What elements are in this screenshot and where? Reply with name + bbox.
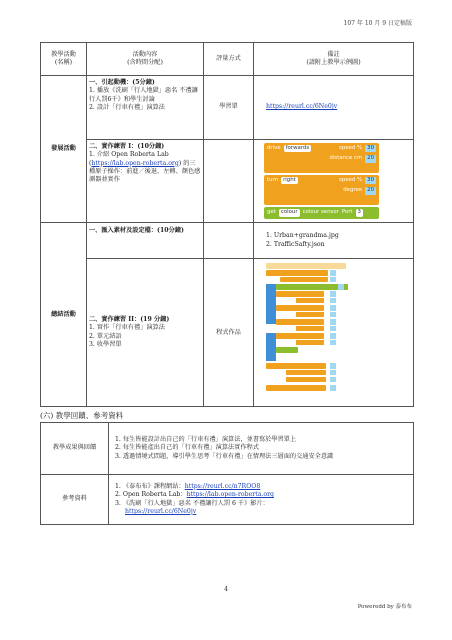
references-label: 參考資料	[41, 475, 109, 525]
sum2-item: 1. 實作「行車有禮」演算法	[89, 324, 165, 332]
table-row	[41, 223, 414, 259]
sum2-item: 3. 收學習單	[89, 341, 122, 349]
dev1-item: 2. 設計「行車有禮」演算法	[89, 104, 165, 112]
port-dropdown[interactable]: 3	[357, 209, 361, 216]
col-header-content: 活動內容 (含時間分配)	[87, 43, 204, 76]
references-items	[109, 475, 414, 525]
table-row	[41, 140, 414, 223]
dev1-video-link[interactable]: https://reurl.cc/6Ne0jv	[266, 103, 338, 111]
dev2-content	[87, 140, 204, 223]
sum1-content	[87, 223, 204, 259]
dev2-assessment	[204, 140, 254, 223]
col-header-assessment: 評量方式	[204, 43, 254, 76]
dev1-item: 1. 播放《洗刷「行人地獄」惡名 不禮讓行人罰6千》和學生討論	[89, 87, 198, 103]
sum1-file: 1. Urban+grandma.jpg	[266, 232, 339, 240]
sum2-content	[87, 259, 204, 407]
lesson-table	[40, 42, 414, 407]
feedback-items	[109, 423, 414, 475]
header-date-note: 107 年 10 月 9 日定稿版	[343, 20, 412, 27]
dev2-text: 1. 介紹 Open Roberta Lab (https://lab.open-roberta.org) 的三種原子操作：前進／後退、左轉、顏色感測器並實作	[89, 151, 201, 184]
speed-value[interactable]: 30	[367, 145, 374, 151]
page-number: 4	[224, 586, 228, 593]
dev-activity-label: 發展活動	[41, 76, 87, 223]
course-site-link[interactable]: https://reurl.cc/n7ROO8	[184, 482, 261, 490]
degree-value[interactable]: 20	[367, 187, 374, 194]
sum1-assessment	[204, 223, 254, 259]
roberta-program-screenshot	[260, 261, 350, 401]
sum-activity-label: 總結活動	[41, 223, 87, 407]
table-row	[41, 76, 414, 140]
colour-mode-dropdown[interactable]: colour	[280, 209, 298, 216]
sum2-item: 2. 單元結語	[89, 332, 122, 340]
code-block-drive-row: drive forwards speed % 30	[267, 145, 374, 151]
reference-item: 1. 《泰布布》課程網站：https://reurl.cc/n7ROO8	[115, 482, 261, 490]
table-row	[41, 423, 414, 475]
feedback-label: 教學成果與回饋	[41, 423, 109, 475]
table-row	[41, 475, 414, 525]
dev1-assessment: 學習單	[204, 76, 254, 140]
code-block-get-colour: get colour colour sensor Port 3	[264, 207, 379, 219]
sum2-title: 二、實作練習 II：(19 分鐘)	[89, 315, 170, 323]
dev1-title: 一、引起動機：(5分鐘)	[89, 79, 155, 86]
code-block-drive	[264, 143, 379, 173]
direction-dropdown[interactable]: forwards	[285, 145, 310, 151]
powered-by-note: Poweredd by 泰布布	[357, 604, 412, 610]
distance-value[interactable]: 20	[367, 155, 374, 162]
feedback-table	[40, 422, 414, 525]
sum1-title: 一、匯入素材及設定檔：(10分鐘)	[89, 227, 184, 234]
code-block-distance-row: distance cm 20	[329, 155, 374, 162]
dev1-content	[87, 76, 204, 140]
code-block-turn	[264, 175, 379, 205]
section-6-title: (六) 教學回饋、參考資料	[40, 411, 124, 420]
col-header-activity: 教學活動 (名稱)	[41, 43, 87, 76]
roberta-link[interactable]: https://lab.open-roberta.org	[91, 159, 179, 167]
turn-direction-dropdown[interactable]: right	[283, 177, 296, 183]
reference-item: 2. Open Roberta Lab：https://lab.open-roberta.org	[115, 491, 274, 499]
video-link[interactable]: https://reurl.cc/6Ne0jv	[125, 507, 197, 515]
code-block-degree-row: degree 20	[343, 187, 374, 194]
sum1-notes	[254, 223, 414, 259]
table-row	[41, 259, 414, 407]
feedback-item: 2. 每生皆能產出自己的「行車有禮」演算法實作程式	[115, 444, 259, 452]
reference-item: 3. 《洗刷「行人地獄」惡名 不禮讓行人罰 6 千》影片： https://reurl.cc/6Ne0jv	[115, 499, 269, 515]
turn-speed-value[interactable]: 30	[367, 177, 374, 183]
sum2-assessment: 程式作品	[204, 259, 254, 407]
dev2-title: 二、實作練習 I：(10分鐘)	[89, 143, 165, 150]
feedback-item: 1. 每生皆能設計出自己的「行車有禮」演算法，並書寫於學習單上	[115, 435, 297, 443]
table-header-row	[41, 43, 414, 76]
roberta-lab-link[interactable]: https://lab.open-roberta.org	[186, 491, 274, 499]
col-header-notes: 備註 (請附上教學示例圖)	[254, 43, 414, 76]
dev2-code-screenshot	[254, 140, 414, 223]
code-block-turn-row: turn right speed % 30	[267, 177, 374, 183]
sum1-file: 2. TrafficSafty.json	[266, 240, 325, 248]
feedback-item: 3. 透過情境式問題，導引學生思考「行車有禮」在情理法三層面的交通安全意識	[115, 452, 334, 460]
dev1-note	[254, 76, 414, 140]
sum2-code-screenshot	[254, 259, 414, 407]
